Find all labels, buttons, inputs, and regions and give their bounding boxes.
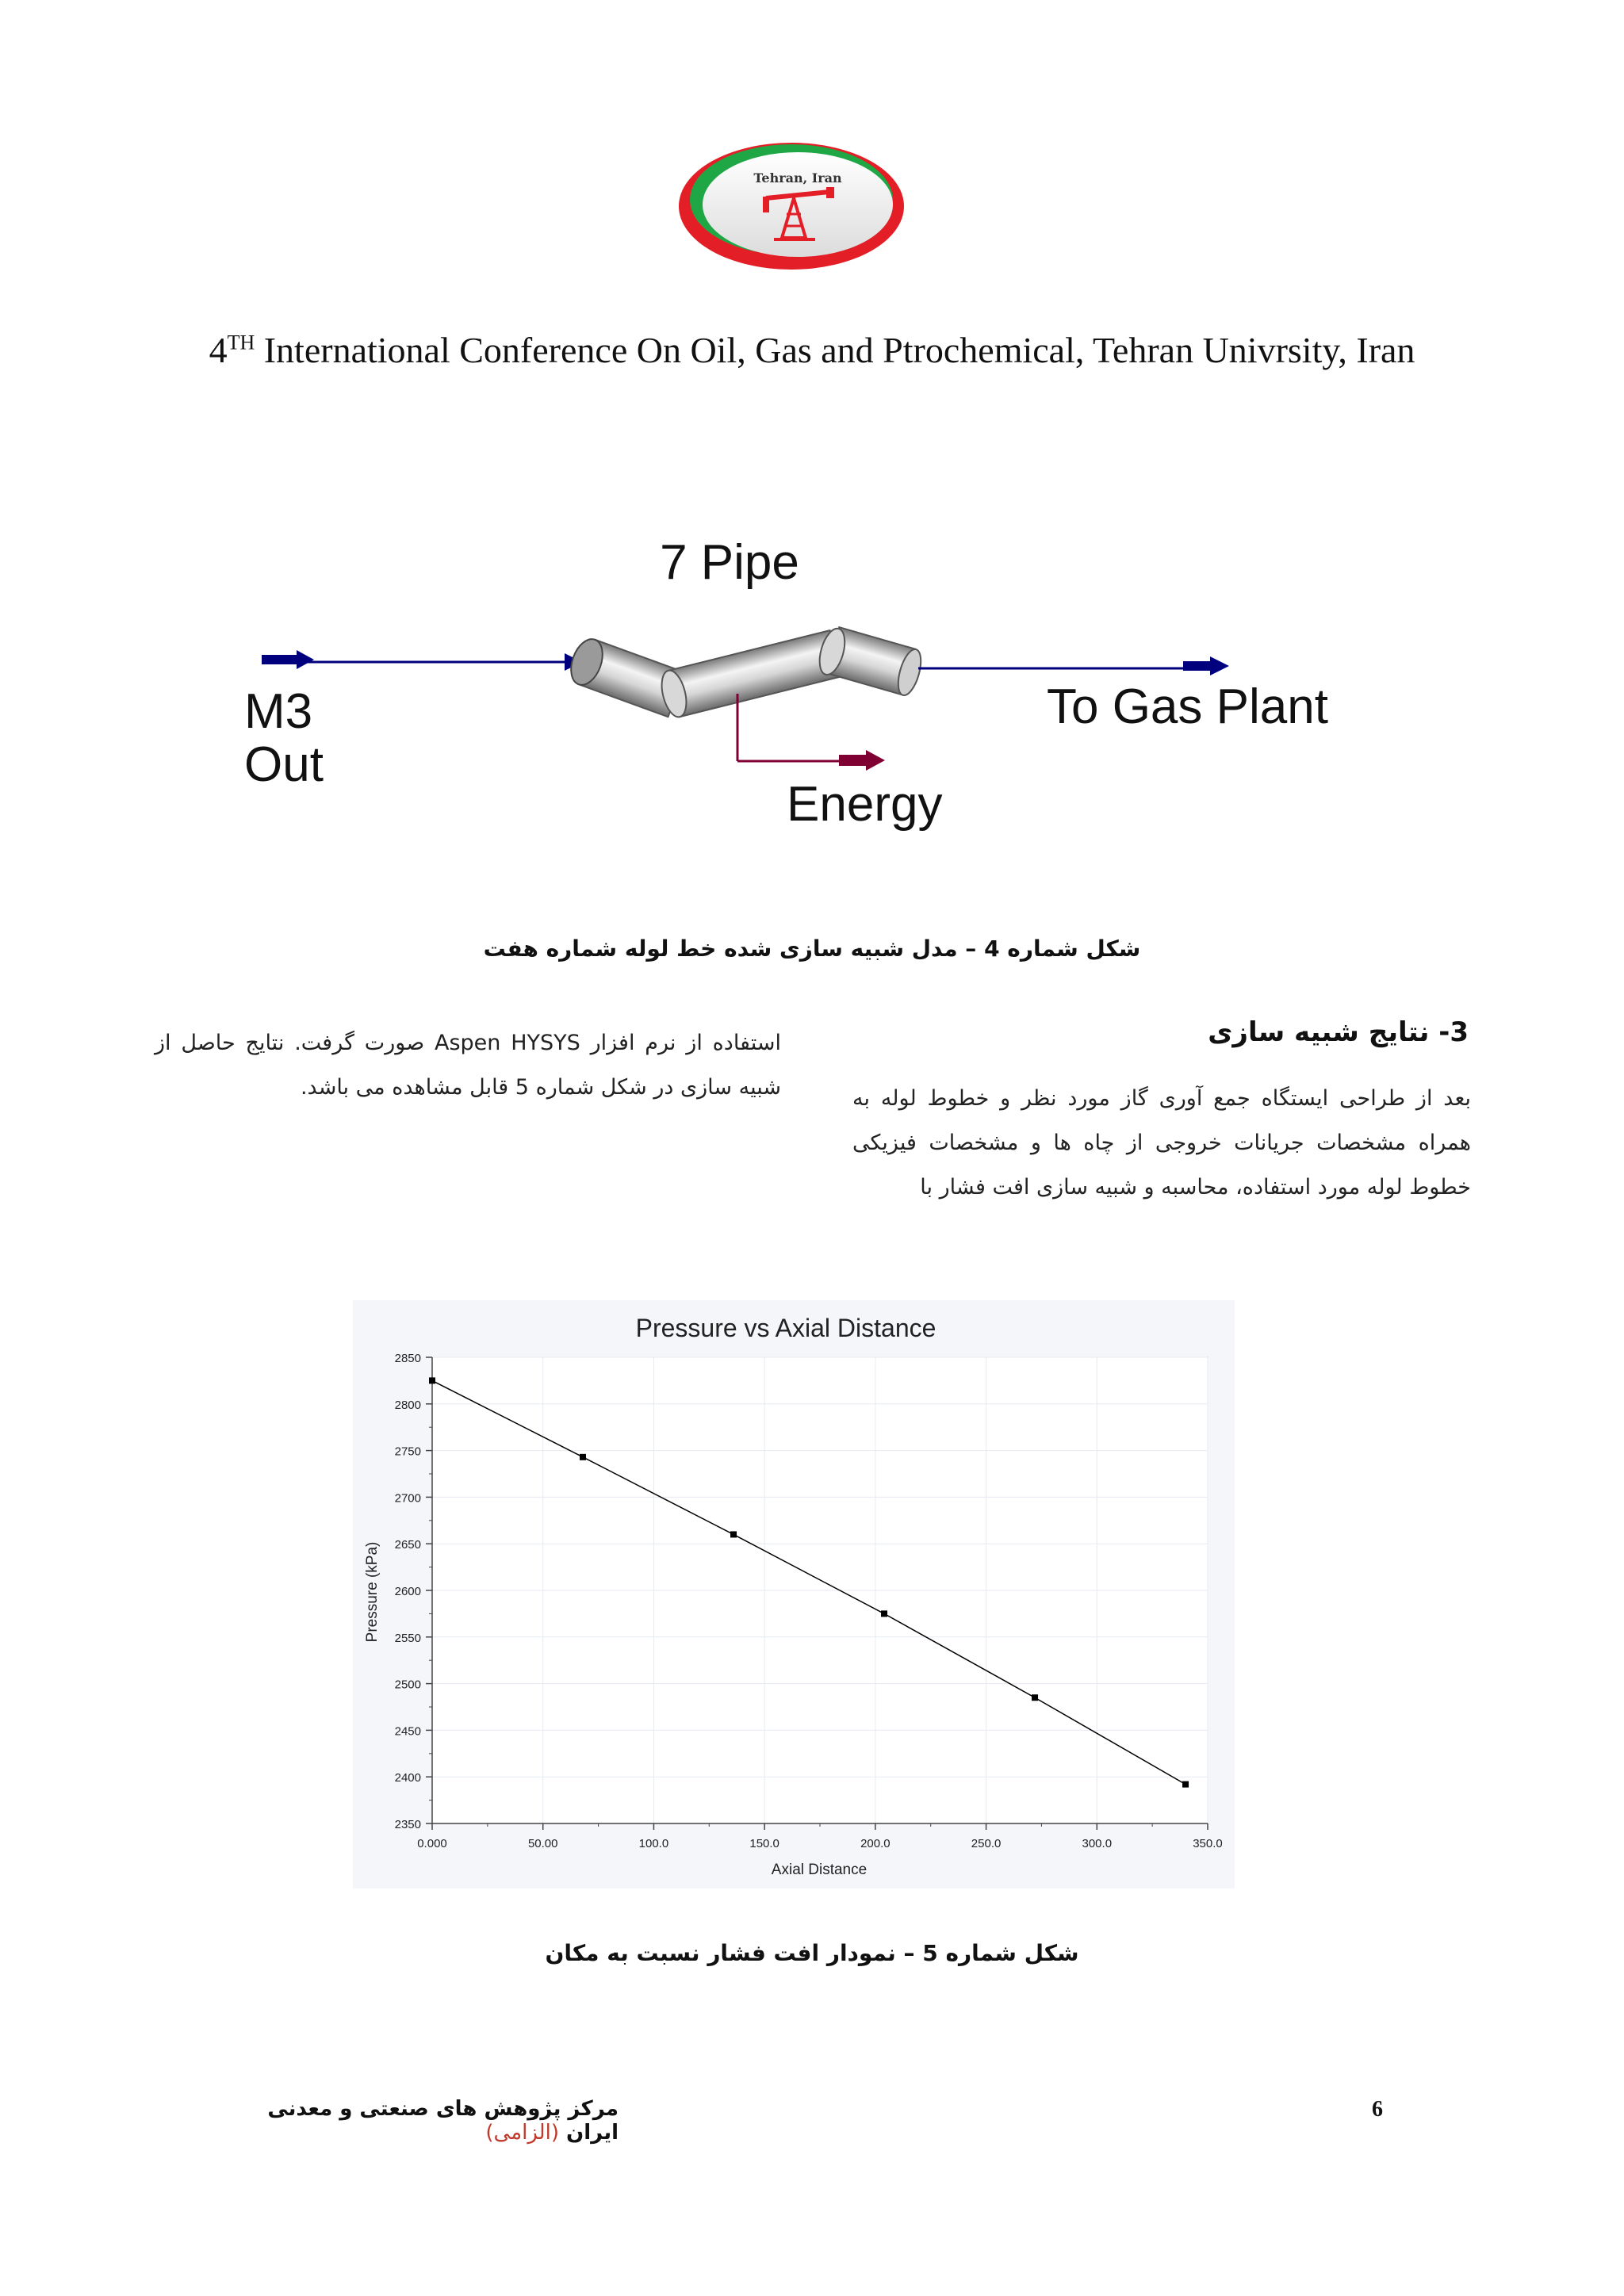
inlet-label-line2: Out [244,737,324,792]
section-paragraph-right: بعد از طراحی ایستگاه جمع آوری گاز مورد نظر و خطوط لوله به همراه مشخصات جریانات خروجی از چاه ها و مشخصات فیزیکی خطوط لوله مورد استفاده، محاسبه و شبیه سازی افت فشار با [852,1086,1471,1200]
y-tick-label: 2600 [394,1585,421,1598]
unit-label: 7 Pipe [660,535,799,590]
y-tick-label: 2700 [394,1491,421,1506]
x-tick-label: 50.00 [527,1837,558,1850]
chart-title: Pressure vs Axial Distance [635,1314,936,1342]
outlet-label: To Gas Plant [1047,679,1328,734]
chart-y-axis-label: Pressure (kPa) [364,1541,381,1643]
pressure-chart-panel [353,1300,1235,1888]
x-tick-label: 250.0 [971,1837,1002,1850]
energy-label: Energy [787,777,943,832]
title-ordinal: 4 [209,330,228,370]
figure-5-caption: شکل شماره 5 – نمودار افت فشار نسبت به مکان [545,1940,1079,1966]
data-point [1182,1781,1189,1788]
pipe-process-diagram [198,515,1427,856]
x-tick-label: 100.0 [638,1837,669,1850]
data-point [730,1531,737,1537]
x-tick-label: 150.0 [749,1837,779,1850]
pressure-chart [353,1300,1235,1888]
outlet-stream-arrow [918,656,1229,675]
x-tick-label: 300.0 [1082,1837,1113,1850]
inlet-stream-arrow [262,650,582,671]
data-point [429,1377,435,1383]
section-heading: 3- نتایج شبیه سازی [1208,1016,1469,1048]
logo-center [703,152,893,257]
y-tick-label: 2550 [394,1631,421,1645]
section-paragraph-left: استفاده از نرم افزار Aspen HYSYS صورت گرفت. نتایج حاصل از شبیه سازی در شکل شماره 5 قابل مشاهده می باشد. [155,1031,781,1100]
conference-logo [671,127,909,285]
y-tick-label: 2400 [394,1771,421,1785]
title-ordinal-suffix: TH [227,331,255,354]
chart-x-axis-label: Axial Distance [771,1862,868,1878]
x-tick-label: 200.0 [860,1837,891,1850]
y-tick-label: 2800 [394,1398,421,1412]
footer-organization [222,2097,619,2145]
logo-text: Tehran, Iran [753,170,842,186]
pipe-icon [565,626,925,719]
data-point [580,1454,586,1460]
data-point [881,1610,887,1617]
y-tick-label: 2350 [394,1818,421,1831]
y-tick-label: 2500 [394,1678,421,1692]
footer-org-name: مرکز پژوهش های صنعتی و معدنی ایران [267,2097,619,2145]
x-tick-label: 350.0 [1193,1837,1223,1850]
title-text: International Conference On Oil, Gas and Ptrochemical, Tehran Univrsity, Iran [263,330,1415,370]
y-tick-label: 2850 [394,1352,421,1365]
data-point [1032,1694,1038,1701]
footer-note: (الزامی) [485,2121,559,2145]
conference-title [0,329,1624,371]
inlet-label-line1: M3 [244,684,313,739]
energy-stream-arrow [737,694,885,771]
figure-4-caption: شکل شماره 4 – مدل شبیه سازی شده خط لوله شماره هفت [483,936,1141,962]
x-tick-label: 0.000 [417,1837,447,1850]
y-tick-label: 2650 [394,1538,421,1552]
y-tick-label: 2450 [394,1724,421,1739]
page-number: 6 [1372,2097,1383,2122]
y-tick-label: 2750 [394,1445,421,1459]
